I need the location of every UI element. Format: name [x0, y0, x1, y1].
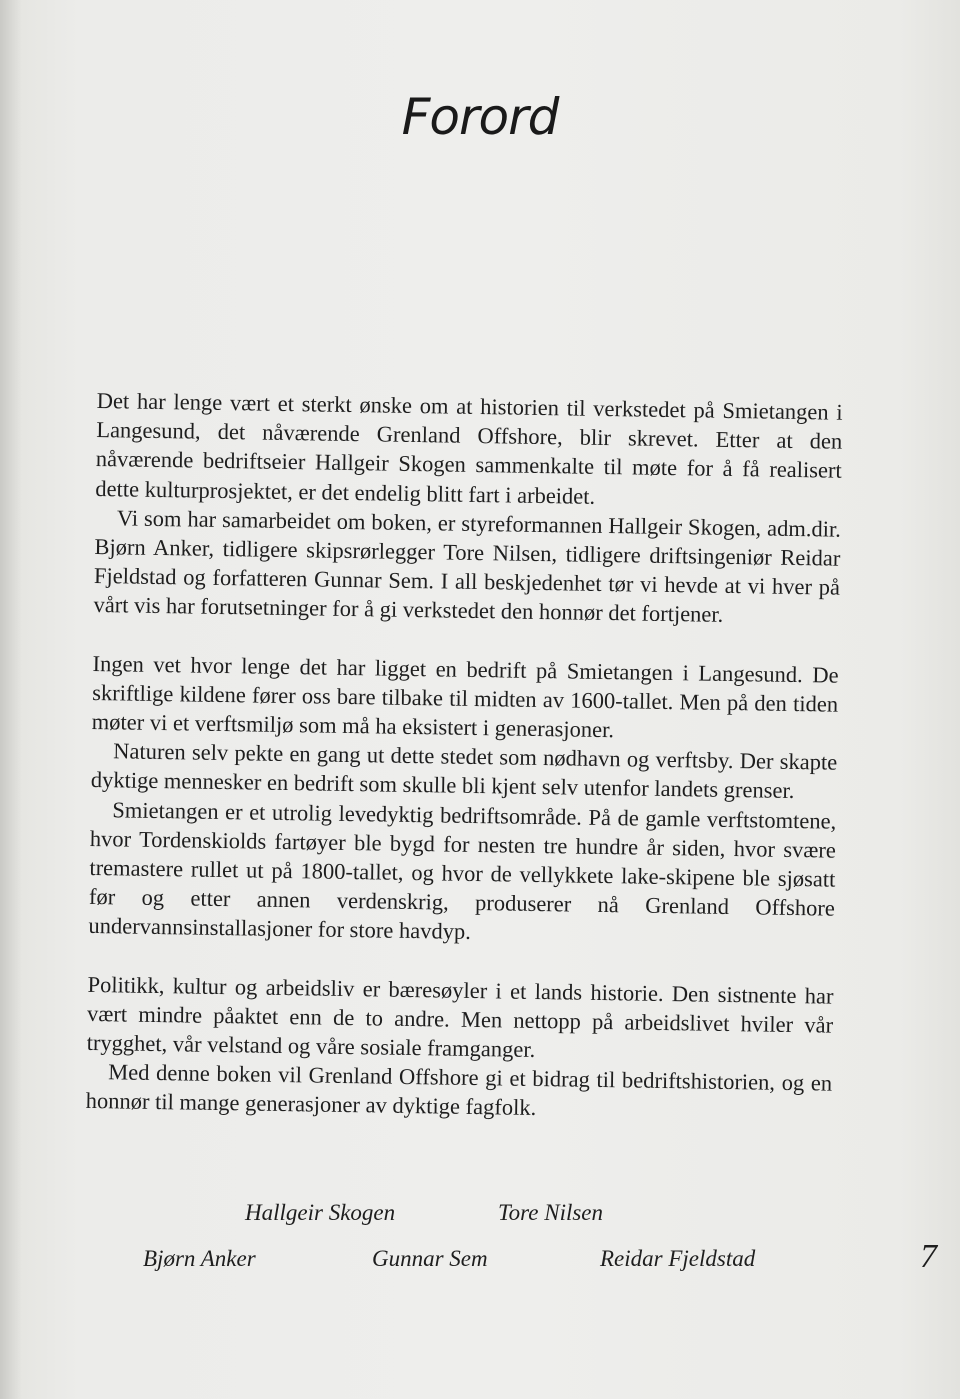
paragraph: Smietangen er et utrolig levedyktig bedriftsområde. På de gamle verftstomtene, hvor Tordenskiolds fartøyer ble bygd for nesten tre hundre år siden, hvor svære tremastere rullet ut på 1800-tallet, og hvor de vellykkete lake-skipene ble sjøsatt før og etter annen verdenskrig, produserer nå Grenland Offshore undervannsinstallasjoner for store havdyp. — [88, 796, 837, 945]
signature-bjorn-anker: Bjørn Anker — [143, 1246, 256, 1271]
paragraph: Ingen vet hvor lenge det har ligget en bedrift på Smietangen i Langesund. De skriftlige kildene fører oss bare tilbake til midten av 1600-tallet. Men på den tiden møter vi et verftsmiljø som må ha eksistert i generasjoner. — [91, 650, 839, 743]
paragraph: Politikk, kultur og arbeidsliv er bæresøyler i et lands historie. Den sistnente har vært mindre påaktet enn de to andre. Men nettopp på arbeidslivet hviler vår trygghet, vår velstand og våre sosiale framganger. — [86, 971, 834, 1063]
paragraph: Vi som har samarbeidet om boken, er styreformannen Hallgeir Skogen, adm.dir. Bjørn Anker, tidligere skipsrørlegger Tore Nilsen, tidligere driftsingeniør Reidar Fjeldstad og forfatteren Gunnar Sem. I all beskjedenhet tør vi hevde at vi hver på vårt vis har forutsetninger for å gi verkstedet den honnør det fortjener. — [93, 505, 842, 628]
page-number: 7 — [920, 1238, 937, 1275]
foreword-text — [86, 386, 843, 1127]
paragraph: Naturen selv pekte en gang ut dette stedet som nødhavn og verftsby. Der skapte dyktige mennesker en bedrift som skulle bli kjent selv utenfor landets grenser. — [90, 738, 838, 804]
signature-hallgeir-skogen: Hallgeir Skogen — [245, 1200, 396, 1225]
signature-reidar-fjeldstad: Reidar Fjeldstad — [600, 1246, 756, 1271]
paragraph: Med denne boken vil Grenland Offshore gi et bidrag til bedriftshistorien, og en honnør til mange generasjoner av dyktige fagfolk. — [85, 1059, 833, 1121]
paragraph: Det har lenge vært et sterkt ønske om at historien til verkstedet på Smietangen i Langesund, det nåværende Grenland Offshore, blir skrevet. Etter at den nåværende bedriftseier Hallgeir Skogen sammenkalte til møte for å få realisert dette kulturprosjektet, er det endelig blitt fart i arbeidet. — [95, 387, 843, 509]
page-title: Forord — [401, 88, 559, 146]
signature-tore-nilsen: Tore Nilsen — [498, 1200, 604, 1225]
signature-gunnar-sem: Gunnar Sem — [372, 1246, 488, 1271]
